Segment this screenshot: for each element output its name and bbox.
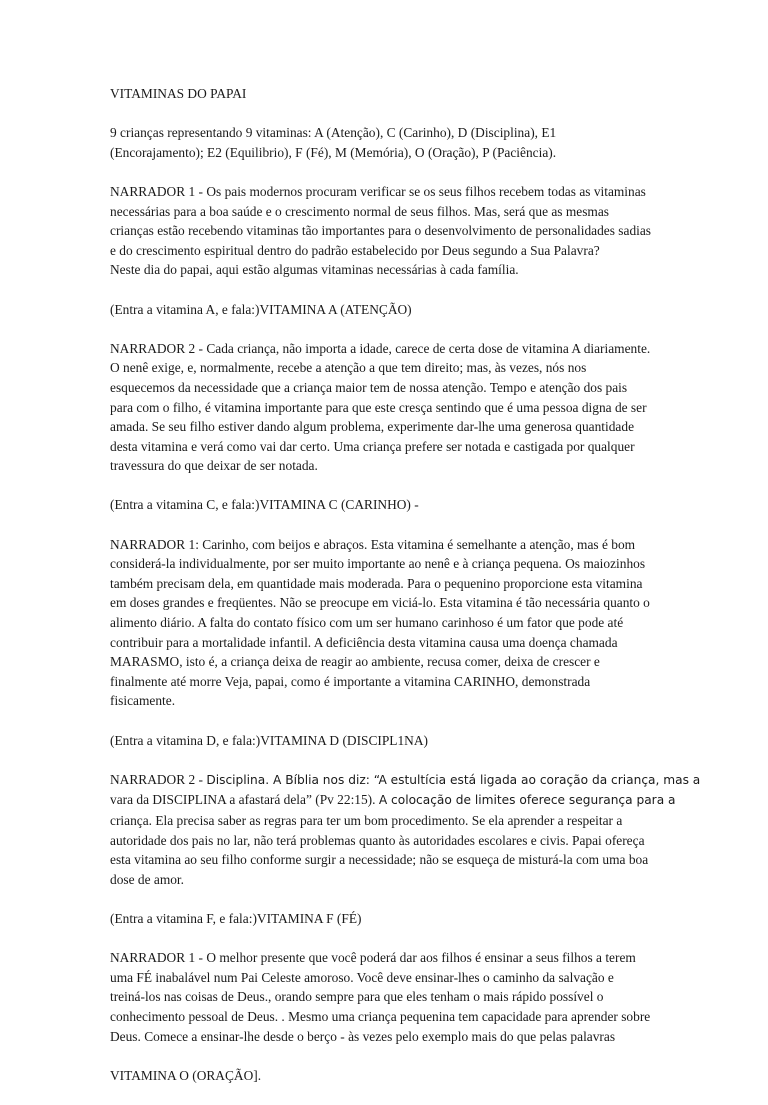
document-page — [110, 84, 701, 1105]
text-line: MARASMO, isto é, a criança deixa de reagir ao ambiente, recusa comer, deixa de crescer e — [110, 654, 600, 670]
vitamin-o-heading — [110, 1066, 670, 1086]
text-line: para com o filho, é vitamina importante para que este cresça sentindo que é uma pessoa digna de ser — [110, 399, 647, 415]
text-line: NARRADOR 1 - O melhor presente que você poderá dar aos filhos é ensinar a seus filhos a terem — [110, 950, 636, 966]
quote-text: A colocação de limites oferece segurança para a — [378, 793, 676, 808]
text-line: 9 crianças representando 9 vitaminas: A (Atenção), C (Carinho), D (Disciplina), E1 — [110, 125, 557, 141]
text-line: autoridade dos pais no lar, não terá problemas quanto às autoridades escolares e civis. Papai ofereça — [110, 832, 645, 848]
text-line: NARRADOR 1: Carinho, com beijos e abraços. Esta vitamina é semelhante a atenção, mas é bom — [110, 536, 636, 552]
text-line: contribuir para a mortalidade infantil. A deficiência desta vitamina causa uma doença chamada — [110, 634, 618, 650]
text-line: (Entra a vitamina F, e fala:)VITAMINA F (FÉ) — [110, 910, 362, 926]
text-line: uma FÉ inabalável num Pai Celeste amoroso. Você deve ensinar-lhes o caminho da salvação e — [110, 969, 614, 985]
text-line: travessura do que deixar de ser notada. — [110, 458, 318, 474]
text-line: também precisam dela, em quantidade mais moderada. Para o pequenino proporcione esta vitamina — [110, 575, 643, 591]
text-line: esquecemos da necessidade que a criança maior tem de nossa atenção. Tempo e atenção dos pais — [110, 379, 628, 395]
text-line: (Entra a vitamina C, e fala:)VITAMINA C (CARINHO) - — [110, 497, 419, 513]
vitamin-d-heading — [110, 731, 670, 751]
text-line — [110, 790, 676, 811]
text-line: considerá-la individualmente, por ser muito importante ao nenê e à criança pequena. Os maiozinhos — [110, 556, 646, 572]
title-line: VITAMINAS DO PAPAI — [110, 86, 247, 101]
text-line: necessárias para a boa saúde e o crescimento normal de seus filhos. Mas, será que as mesmas — [110, 203, 609, 219]
text-line: dose de amor. — [110, 871, 185, 887]
text-line: em doses grandes e freqüentes. Não se preocupe em viciá-lo. Esta vitamina é tão necessária quanto o — [110, 595, 650, 611]
text-line: amada. Se seu filho estiver dando algum problema, experimente dar-lhe uma generosa quantidade — [110, 419, 635, 435]
narrator-2-attention-paragraph — [110, 339, 670, 476]
narrator-1-affection-paragraph — [110, 535, 670, 711]
document-title — [110, 84, 670, 104]
quote-text: vara da DISCIPLINA a afastará dela” (Pv 22:15). — [110, 792, 379, 808]
text-line: e do crescimento espiritual dentro do padrão estabelecido por Deus segundo a Sua Palavra? — [110, 242, 600, 258]
text-line: desta vitamina e verá como vai dar certo. Uma criança prefere ser notada e castigada por qualquer — [110, 438, 635, 454]
narrator-1-faith-paragraph — [110, 948, 670, 1046]
text-line: Deus. Comece a ensinar-lhe desde o berço - às vezes pelo exemplo mais do que pelas palavras — [110, 1028, 616, 1044]
vitamin-f-heading — [110, 909, 670, 929]
narrator-2-discipline-paragraph — [110, 770, 701, 890]
intro-paragraph — [110, 123, 670, 162]
text-line: crianças estão recebendo vitaminas tão importantes para o desenvolvimento de personalidades sadias — [110, 223, 652, 239]
text-line: (Encorajamento); E2 (Equilibrio), F (Fé), M (Memória), O (Oração), P (Paciência). — [110, 144, 557, 160]
narrator-1-paragraph — [110, 182, 670, 280]
text-line: O nenê exige, e, normalmente, recebe a atenção a que tem direito; mas, às vezes, nós nos — [110, 360, 587, 376]
text-line: VITAMINA O (ORAÇÃO]. — [110, 1067, 262, 1083]
vitamin-c-heading — [110, 495, 670, 515]
text-line: (Entra a vitamina D, e fala:)VITAMINA D (DISCIPL1NA) — [110, 732, 428, 748]
text-line: fisicamente. — [110, 693, 176, 709]
quote-text: Disciplina. A Bíblia nos diz: “A estultícia está ligada ao coração da criança, mas a — [206, 772, 701, 787]
text-line: conhecimento pessoal de Deus. . Mesmo uma criança pequenina tem capacidade para aprender sobre — [110, 1008, 651, 1024]
text-line: NARRADOR 2 - Cada criança, não importa a idade, carece de certa dose de vitamina A diariamente. — [110, 340, 651, 356]
text-line: Neste dia do papai, aqui estão algumas vitaminas necessárias à cada família. — [110, 262, 519, 278]
text-line: alimento diário. A falta do contato físico com um ser humano carinhoso é um fator que pode até — [110, 615, 624, 631]
text-line: NARRADOR 1 - Os pais modernos procuram verificar se os seus filhos recebem todas as vitaminas — [110, 183, 646, 199]
vitamin-a-heading — [110, 300, 670, 320]
text-line: treiná-los nas coisas de Deus., orando sempre para que eles tenham o mais rápido possível o — [110, 989, 604, 1005]
text-line: (Entra a vitamina A, e fala:)VITAMINA A (ATENÇÃO) — [110, 301, 412, 317]
text-line: criança. Ela precisa saber as regras para ter um bom procedimento. Se ela aprender a respeitar a — [110, 812, 623, 828]
text-line: finalmente até morre Veja, papai, como é importante a vitamina CARINHO, demonstrada — [110, 673, 591, 689]
text-line — [110, 770, 701, 791]
speaker-label: NARRADOR 2 - — [110, 771, 207, 787]
text-line: esta vitamina ao seu filho conforme surgir a necessidade; não se esqueça de misturá-la com uma boa — [110, 852, 649, 868]
